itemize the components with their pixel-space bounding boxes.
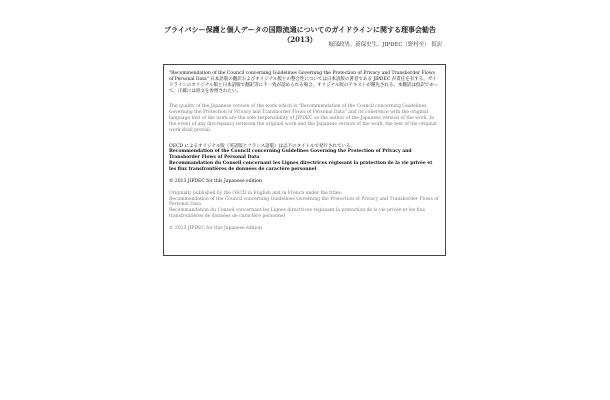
recommendation-title-quote: "Recommendation of the Council concerning Guidelines Governing the Protection of Privacy and Transborder Flows of Personal Data" bbox=[169, 71, 435, 82]
english-quality-statement: The quality of the Japanese version of the work which is "Recommendation of the Council concerning Guidelines Governing the Protection of Privacy and Transborder Flows of Personal Data" and its coherence with the original language text of the work are the sole responsibility of JIPDEC as the author of the Japanese version of the work. In the event of any discrepancy between the original work and the Japanese version of the work, the text of the original work shall prevail. bbox=[169, 104, 437, 133]
japanese-original-publication bbox=[169, 144, 440, 173]
english-original-publication bbox=[169, 191, 440, 220]
french-title: Recommandation du Conseil concernant les Lignes directrices régissant la protection de la vie privée et les flux transfrontières de données de caractère personnel bbox=[169, 161, 433, 172]
japanese-notice-body: 日本語版の翻訳およびオリジナル版との整合性については日本語版の著者である JIPDEC が責任を有する。ガイドラインのオリジナル版と日本語版で翻訳等に不一致が認められる場合、オリジナル版のテキストが優先される。本翻訳は仮訳であって、正確には原文を参照されたい。 bbox=[169, 76, 439, 94]
english-title-en: Recommendation of the Council concerning Guidelines Governing the Protection of Privacy and Transborder Flows of Personal Data bbox=[169, 196, 439, 208]
authors-line: 堀部政男、新保史生、JIPDEC（野村至） 仮訳 bbox=[328, 42, 442, 48]
oecd-publication-line: OECD によるオリジナル版（英語版とフランス語版）は以下のタイトルで発行されている。 bbox=[169, 143, 356, 149]
copyright-notice-box bbox=[163, 64, 446, 256]
document-title: プライバシー保護と個人データの国際流通についてのガイドラインに関する理事会勧告（2013） bbox=[163, 25, 437, 44]
english-title: Recommendation of the Council concerning Guidelines Governing the Protection of Privacy and Transborder Flows of Personal Data bbox=[169, 149, 412, 161]
japanese-translation-notice bbox=[169, 71, 440, 94]
french-title-en: Recommandation du Conseil concernant les Lignes directrices régissant la protection de la vie privée et les flux transfrontières de données de caractère personnel bbox=[169, 208, 426, 220]
published-by-line: Originally published by the OECD in English and in French under the titles: bbox=[169, 190, 343, 196]
english-edition-copyright: © 2013 JIPDEC for this Japanese edition bbox=[169, 225, 262, 231]
japanese-edition-copyright: © 2013 JIPDEC for this Japanese edition bbox=[169, 178, 262, 184]
